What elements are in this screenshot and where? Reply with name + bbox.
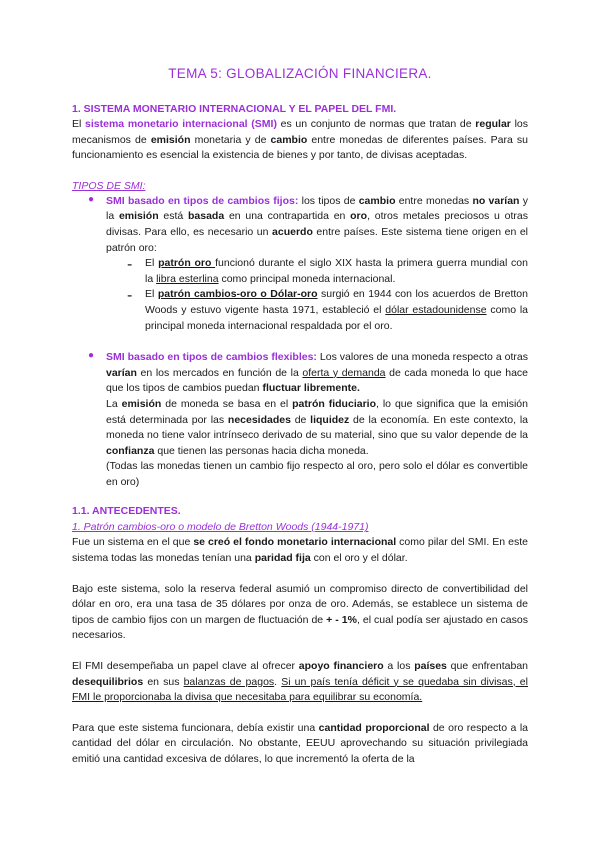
subheading-bretton-woods: 1. Patrón cambios-oro o modelo de Bretton Woods (1944-1971) bbox=[72, 521, 369, 534]
parenthetical-note: (Todas las monedas tienen un cambio fijo respecto al oro, pero solo el dólar es convertible en oro) bbox=[106, 460, 528, 488]
dash-item-patron-cambios-oro: - El patrón cambios-oro o Dólar-oro surgió en 1944 con los acuerdos de Bretton Woods y estuvo vigente hasta 1971, estableció el dólar estadounidense como la principal moneda internacional respaldada por el oro. bbox=[127, 287, 528, 332]
bullet-item-fijos: ● SMI basado en tipos de cambios fijos: los tipos de cambio entre monedas no varían y la emisión está basada en una contrapartida en oro, otros metales preciosos u otras divisas. Para ello, es necesario un acuerdo entre países. Este sistema tiene origen en el patrón oro: bbox=[88, 193, 529, 254]
dash-item-patron-oro: - El patrón oro funcionó durante el siglo XIX hasta la primera guerra mundial con la libra esterlina como principal moneda internacional. bbox=[127, 256, 528, 285]
paragraph-bw-1: Fue un sistema en el que se creó el fondo monetario internacional como pilar del SMI. En este sistema todas las monedas tenían una paridad fija con el oro y el dólar. bbox=[72, 536, 528, 565]
bullet-item-flexibles: ● SMI basado en tipos de cambios flexibles: Los valores de una moneda respecto a otras varían en los mercados en función de la oferta y demanda de cada moneda lo que hace que los tipos de cambios puedan fluctuar libremente. La emisión de moneda se basa en el patrón fiduciario, lo que significa que la emisión está determinada por las necesidades de liquidez de la economía. En este contexto, la moneda no tiene valor intrínseco derivado de su material, sino que su valor depende de la confianza que tienen las personas hacia dicha moneda. (Todas las monedas tienen un cambio fijo respecto al oro, pero solo el dólar es convertible en oro) bbox=[72, 350, 528, 490]
paragraph-smi-definition: El sistema monetario internacional (SMI) es un conjunto de normas que tratan de regular los mecanismos de emisión monetaria y de cambio entre monedas de diferentes países. Para su funcionamiento es esencial la existencia de bienes y por tanto, de divisas aceptadas. bbox=[72, 118, 528, 162]
bullet-icon: ● bbox=[88, 350, 95, 362]
document-body bbox=[72, 66, 528, 768]
subheading-tipos-smi: TIPOS DE SMI: bbox=[72, 179, 146, 192]
section-heading-antecedentes: 1.1. ANTECEDENTES. bbox=[72, 505, 181, 518]
dash-marker: - bbox=[127, 287, 133, 305]
page-title: TEMA 5: GLOBALIZACIÓN FINANCIERA. bbox=[168, 66, 432, 81]
dash-marker: - bbox=[127, 256, 133, 274]
bullet-icon: ● bbox=[88, 193, 95, 205]
section-heading-smi: 1. SISTEMA MONETARIO INTERNACIONAL Y EL PAPEL DEL FMI. bbox=[72, 103, 397, 115]
paragraph-bw-3: El FMI desempeñaba un papel clave al ofrecer apoyo financiero a los países que enfrentaban desequilibrios en sus balanzas de pagos. Si un país tenía déficit y se quedaba sin divisas, el FMI le proporcionaba la divisa que necesitaba para equilibrar su economía. bbox=[72, 660, 528, 704]
paragraph-bw-2: Bajo este sistema, solo la reserva federal asumió un compromiso directo de convertibilidad del dólar en oro, era una tasa de 35 dólares por onza de oro. Además, se establece un sistema de tipos de cambio fijos con un margen de fluctuación de + - 1%, el cual podía ser ajustado en casos necesarios. bbox=[72, 582, 528, 642]
paragraph-bw-4: Para que este sistema funcionara, debía existir una cantidad proporcional de oro respecto a la cantidad del dólar en circulación. No obstante, EEUU aprovechando su situación privilegiada emitió una cantidad excesiva de dólares, lo que incrementó la oferta de la bbox=[72, 721, 528, 765]
